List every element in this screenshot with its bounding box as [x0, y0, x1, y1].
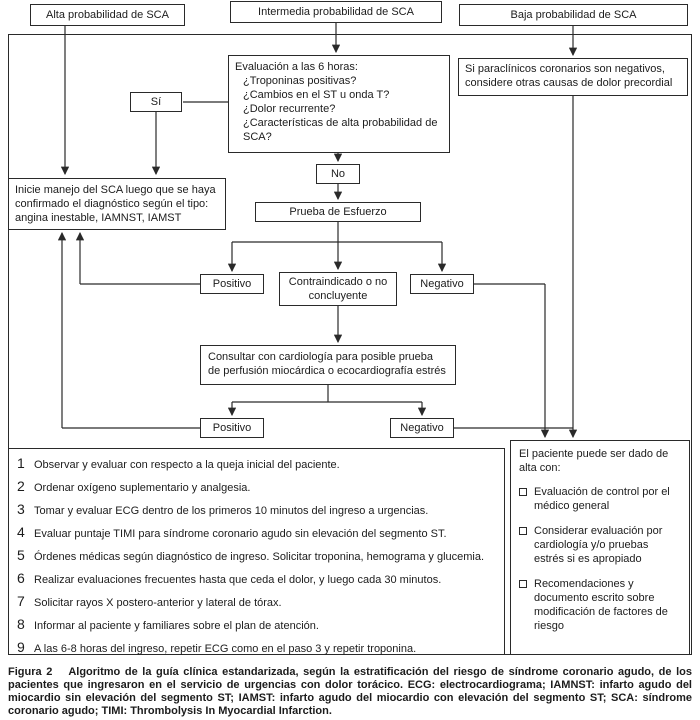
step-item	[17, 594, 496, 610]
step-text: Solicitar rayos X postero-anterior y lateral de tórax.	[34, 597, 282, 609]
step-number: 6	[17, 570, 25, 586]
evaluacion-question: ¿Cambios en el ST u onda T?	[243, 89, 390, 101]
step-text: Tomar y evaluar ECG dentro de los primeros 10 minutos del ingreso a urgencias.	[34, 505, 429, 517]
checkbox-icon	[519, 488, 527, 496]
checkbox-icon	[519, 580, 527, 588]
step-item	[17, 571, 496, 587]
step-item	[17, 479, 496, 495]
step-text: Órdenes médicas según diagnóstico de ingreso. Solicitar troponina, hemograma y glucemia.	[34, 551, 485, 563]
step-number: 2	[17, 478, 25, 494]
node-negativo-2: Negativo	[390, 418, 454, 438]
discharge-item	[519, 577, 681, 633]
node-si: Sí	[130, 92, 182, 112]
discharge-item-text: Considerar evaluación por cardiología y/o pruebas estrés si es apropiado	[534, 525, 663, 565]
discharge-item-text: Recomendaciones y documento escrito sobre modificación de factores de riesgo	[534, 578, 668, 632]
evaluacion-question: ¿Dolor recurrente?	[243, 103, 336, 115]
checkbox-icon	[519, 527, 527, 535]
step-number: 7	[17, 593, 25, 609]
step-text: Ordenar oxígeno suplementario y analgesia.	[34, 482, 251, 494]
step-item	[17, 502, 496, 518]
node-alta-probabilidad: Alta probabilidad de SCA	[30, 4, 185, 26]
step-text: Evaluar puntaje TIMI para síndrome coronario agudo sin elevación del segmento ST.	[34, 528, 447, 540]
node-positivo-2: Positivo	[200, 418, 264, 438]
step-text: Observar y evaluar con respecto a la queja inicial del paciente.	[34, 459, 340, 471]
discharge-title: El paciente puede ser dado de alta con:	[519, 448, 669, 474]
figure-caption-text: Algoritmo de la guía clínica estandarizada, según la estratificación del riesgo de síndrome coronario agudo, de los pacientes que ingresaron en el servicio de urgencias con dolor torácico. ECG: electrocardiograma; IAMNST: infarto agudo del miocardio sin elevación del segmento ST; IAMST: infarto agudo del miocardio con elevación del segmento ST; SCA: síndrome coronario agudo; TIMI: Thrombolysis In Myocardial Infarction.	[8, 666, 692, 717]
step-item	[17, 640, 496, 656]
step-text: A las 6-8 horas del ingreso, repetir ECG como en el paso 3 y repetir troponina.	[34, 643, 417, 655]
branch-prueba-esfuerzo	[232, 222, 442, 271]
step-number: 3	[17, 501, 25, 517]
steps-panel	[8, 448, 505, 655]
discharge-item-text: Evaluación de control por el médico general	[534, 486, 670, 512]
evaluacion-question: ¿Características de alta probabilidad de SCA?	[243, 117, 438, 143]
discharge-panel	[510, 440, 690, 655]
node-inicie-manejo-sca: Inicie manejo del SCA luego que se haya confirmado el diagnóstico según el tipo: angina inestable, IAMNST, IAMST	[8, 178, 226, 230]
step-item	[17, 548, 496, 564]
node-baja-probabilidad: Baja probabilidad de SCA	[459, 4, 688, 26]
node-evaluacion-6-horas	[228, 55, 450, 153]
arrow-negativo1-to-alta	[474, 284, 545, 437]
branch-consultar	[232, 385, 422, 415]
node-no: No	[316, 164, 360, 184]
evaluacion-question: ¿Troponinas positivas?	[243, 75, 357, 87]
figure-caption-label: Figura 2	[8, 666, 53, 678]
arrow-positivo2-to-inicie	[62, 233, 200, 428]
step-item	[17, 525, 496, 541]
step-item	[17, 617, 496, 633]
step-item	[17, 456, 496, 472]
step-number: 5	[17, 547, 25, 563]
node-contraindicado: Contraindicado o no concluyente	[279, 272, 397, 306]
step-text: Realizar evaluaciones frecuentes hasta que ceda el dolor, y luego cada 30 minutos.	[34, 574, 442, 586]
node-negativo-1: Negativo	[410, 274, 474, 294]
discharge-item	[519, 485, 681, 513]
node-positivo-1: Positivo	[200, 274, 264, 294]
node-paraclinicos-negativos: Si paraclínicos coronarios son negativos, considere otras causas de dolor precordial	[458, 58, 688, 96]
node-prueba-esfuerzo: Prueba de Esfuerzo	[255, 202, 421, 222]
arrow-positivo1-to-inicie	[80, 233, 200, 284]
node-consultar-cardiologia: Consultar con cardiología para posible prueba de perfusión miocárdica o ecocardiografía estrés	[200, 345, 456, 385]
evaluacion-title: Evaluación a las 6 horas:	[235, 61, 358, 73]
step-number: 4	[17, 524, 25, 540]
node-intermedia-probabilidad: Intermedia probabilidad de SCA	[230, 1, 442, 23]
step-number: 1	[17, 455, 25, 471]
figure-caption	[8, 666, 692, 718]
step-number: 8	[17, 616, 25, 632]
step-text: Informar al paciente y familiares sobre el plan de atención.	[34, 620, 319, 632]
step-number: 9	[17, 639, 25, 655]
discharge-item	[519, 524, 681, 566]
